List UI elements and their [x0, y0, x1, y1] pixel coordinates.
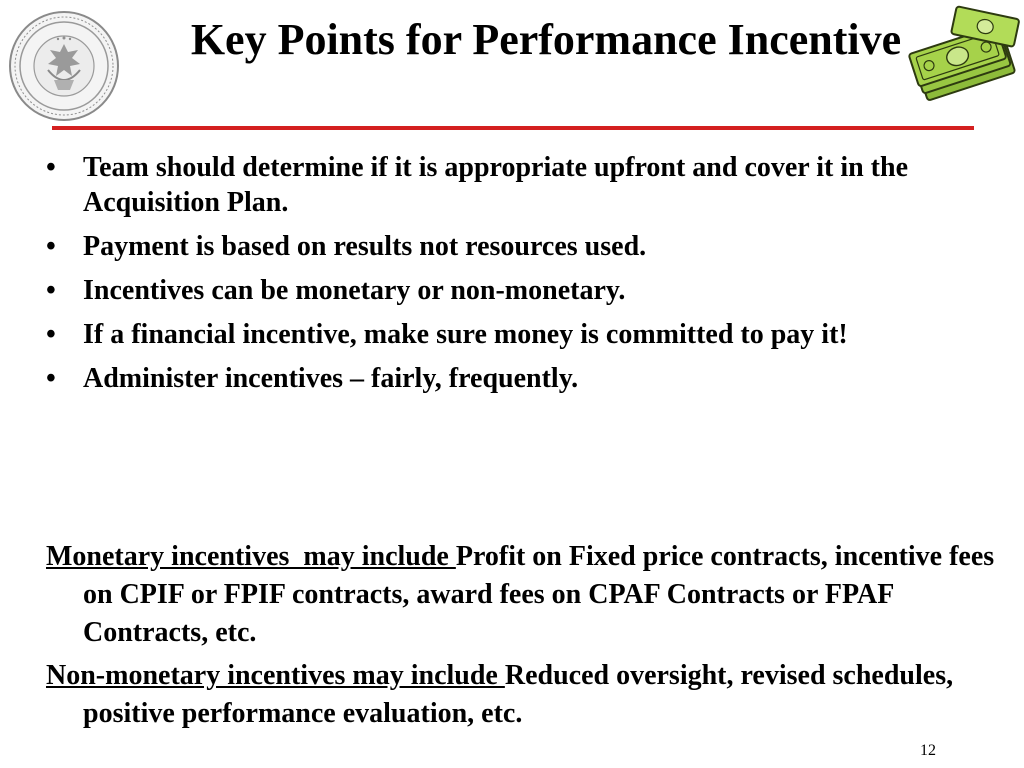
monetary-incentives-paragraph	[46, 538, 1013, 652]
key-points-list	[42, 150, 982, 405]
bullet-item: • If a financial incentive, make sure money is committed to pay it!	[42, 317, 982, 352]
non-monetary-incentives-paragraph	[46, 657, 1013, 733]
bullet-item: • Payment is based on results not resources used.	[42, 229, 982, 264]
monetary-incentives-text: Profit on Fixed price contracts, incentive fees on CPIF or FPIF contracts, award fees on CPAF Contracts or FPAF Contracts, etc.	[83, 541, 995, 648]
omb-seal-icon	[8, 10, 120, 122]
slide-title: Key Points for Performance Incentive	[190, 15, 902, 64]
bullet-item: • Team should determine if it is appropriate upfront and cover it in the Acquisition Plan.	[42, 150, 982, 220]
slide-number: 12	[920, 742, 936, 759]
bullet-item: • Incentives can be monetary or non-monetary.	[42, 273, 982, 308]
non-monetary-incentives-lead: Non-monetary incentives may include	[46, 660, 505, 691]
monetary-incentives-lead: Monetary incentives may include	[46, 541, 456, 572]
bullet-item: • Administer incentives – fairly, frequently.	[42, 361, 982, 396]
non-monetary-incentives-text: Reduced oversight, revised schedules, positive performance evaluation, etc.	[83, 660, 954, 729]
title-underline-rule	[52, 126, 974, 130]
